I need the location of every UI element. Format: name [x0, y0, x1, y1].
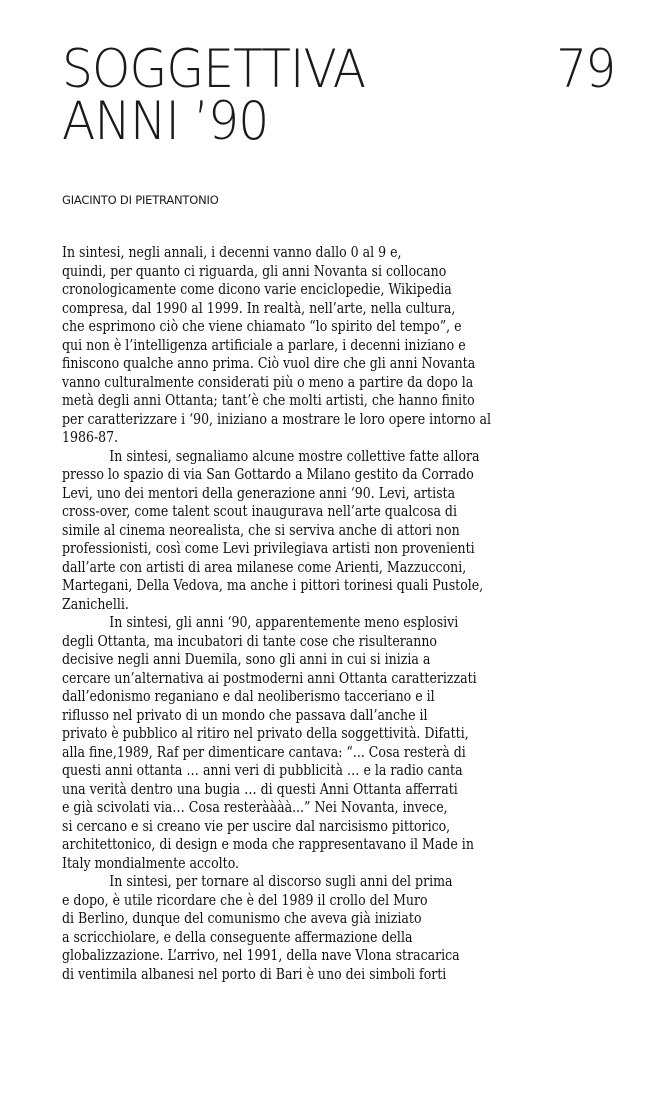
body-line: alla fine,1989, Raf per dimenticare cantava: “... Cosa resterà di — [62, 743, 466, 761]
body-line: cercare un’alternativa ai postmoderni anni Ottanta caratterizzati — [62, 669, 477, 687]
body-line: professionisti, così come Levi privilegiava artisti non provenienti — [62, 540, 475, 557]
body-line: decisive negli anni Duemila, sono gli anni in cui si inizia a — [62, 651, 431, 668]
body-line: presso lo spazio di via San Gottardo a Milano gestito da Corrado — [62, 466, 474, 483]
body-line: cross-over, come talent scout inaugurava nell’arte qualcosa di — [62, 503, 457, 520]
body-line: questi anni ottanta … anni veri di pubblicità … e la radio canta — [62, 762, 463, 779]
body-line: e già scivolati via… Cosa resteràààà...” Nei Novanta, invece, — [62, 799, 448, 816]
body-line: a scricchiolare, e della conseguente affermazione della — [62, 928, 413, 946]
body-line: architettonico, di design e moda che rappresentavano il Made in — [62, 836, 474, 853]
body-line: di ventimila albanesi nel porto di Bari è uno dei simboli forti — [62, 965, 447, 983]
body-line: metà degli anni Ottanta; tant’è che molti artisti, che hanno finito — [62, 392, 475, 409]
body-line: si cercano e si creano vie per uscire dal narcisismo pittorico, — [62, 817, 451, 835]
article-body — [62, 244, 622, 984]
body-line: dall’edonismo reganiano e dal neoliberismo tacceriano e il — [62, 688, 435, 705]
body-line: vanno culturalmente considerati più o meno a partire da dopo la — [62, 373, 474, 391]
body-line: quindi, per quanto ci riguarda, gli anni Novanta si collocano — [62, 262, 447, 280]
body-line: qui non è l’intelligenza artificiale a parlare, i decenni iniziano e — [62, 336, 466, 354]
body-line: dall’arte con artisti di area milanese come Arienti, Mazzucconi, — [62, 558, 467, 576]
body-line: globalizzazione. L’arrivo, nel 1991, della nave Vlona stracarica — [62, 947, 460, 964]
paragraph-start-line: In sintesi, segnaliamo alcune mostre collettive fatte allora — [109, 447, 480, 465]
title-line-2: ANNI ’90 — [62, 91, 269, 152]
body-line: 1986-87. — [62, 429, 119, 446]
body-line: riflusso nel privato di un mondo che passava dall’anche il — [62, 706, 428, 724]
body-line: Italy mondialmente accolto. — [62, 854, 240, 872]
body-line: Levi, uno dei mentori della generazione anni ‘90. Levi, artista — [62, 484, 456, 502]
body-line: che esprimono ciò che viene chiamato “lo spirito del tempo”, e — [62, 318, 462, 335]
body-line: di Berlino, dunque del comunismo che aveva già iniziato — [62, 910, 422, 927]
body-line: compresa, dal 1990 al 1999. In realtà, nell’arte, nella cultura, — [62, 299, 456, 317]
body-line: degli Ottanta, ma incubatori di tante cose che risulteranno — [62, 632, 437, 650]
page-number: 79 — [555, 39, 614, 100]
body-line: finiscono qualche anno prima. Ciò vuol dire che gli anni Novanta — [62, 355, 476, 372]
body-line: e dopo, è utile ricordare che è del 1989 il crollo del Muro — [62, 891, 428, 909]
body-line: una verità dentro una bugia … di questi Anni Ottanta afferrati — [62, 780, 458, 798]
paragraph-start-line: In sintesi, gli anni ‘90, apparentemente meno esplosivi — [109, 614, 459, 631]
body-line: Zanichelli. — [62, 595, 129, 613]
title-line-1: SOGGETTIVA — [62, 39, 366, 100]
body-line: per caratterizzare i ‘90, iniziano a mostrare le loro opere intorno al — [62, 410, 492, 428]
paragraph-start-line: In sintesi, per tornare al discorso sugli anni del prima — [109, 873, 453, 890]
body-line: privato è pubblico al ritiro nel privato della soggettività. Difatti, — [62, 725, 469, 742]
article-title — [62, 39, 622, 152]
body-line: simile al cinema neorealista, che si serviva anche di attori non — [62, 521, 460, 539]
body-line: Martegani, Della Vedova, ma anche i pittori torinesi quali Pustole, — [62, 577, 484, 594]
body-line: cronologicamente come dicono varie enciclopedie, Wikipedia — [62, 281, 452, 298]
body-line: In sintesi, negli annali, i decenni vanno dallo 0 al 9 e, — [62, 244, 402, 261]
author-name: GIACINTO DI PIETRANTONIO — [62, 193, 219, 207]
